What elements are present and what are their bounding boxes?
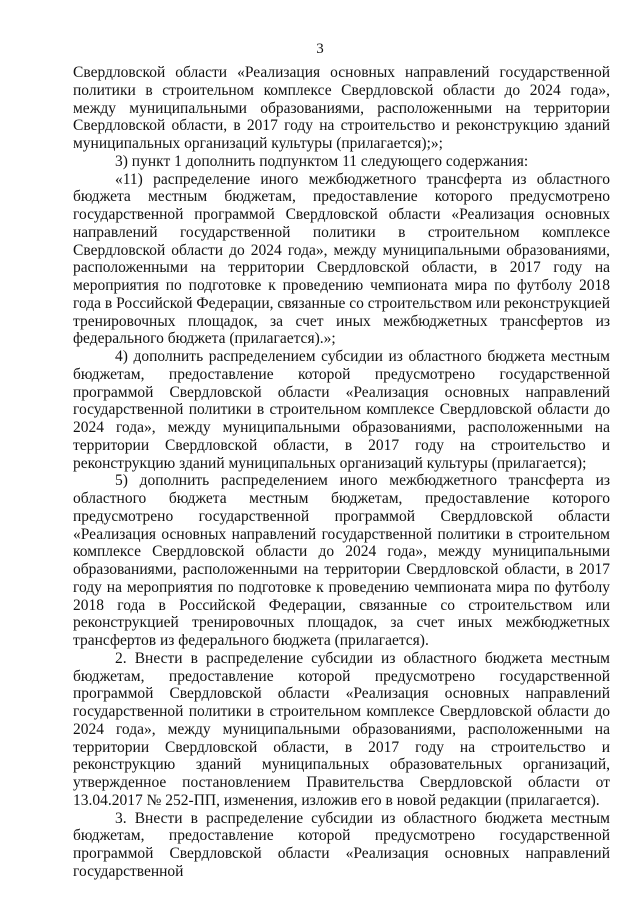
paragraph-subitem-11: «11) распределение иного межбюджетного трансферта из областного бюджета местным бюджетам, предоставление которого предусмотрено государственной программой Свердловской области «Реализация основных направлений государственной политики в строительном комплексе Свердловской области до 2024 года», между муниципальными образованиями, расположенными на территории Свердловской области, в 2017 году на мероприятия по подготовке к проведению чемпионата мира по футболу 2018 года в Российской Федерации, связанные со строительством или реконструкцией тренировочных площадок, за счет иных межбюджетных трансфертов из федерального бюджета (прилагается).»; <box>73 170 610 348</box>
paragraph-item-3: 3) пункт 1 дополнить подпунктом 11 следующего содержания: <box>115 152 529 170</box>
paragraph-continuation: Свердловской области «Реализация основных направлений государственной политики в строительном комплексе Свердловской области до 2024 года», между муниципальными образованиями, расположенными на территории Свердловской области, в 2017 году на строительство и реконструкцию зданий муниципальных организаций культуры (прилагается);»; <box>73 64 610 152</box>
paragraph-section-2: 2. Внести в распределение субсидии из областного бюджета местным бюджетам, предоставление которой предусмотрено государственной программой Свердловской области «Реализация основных направлений государственной политики в строительном комплексе Свердловской области до 2024 года», между муниципальными образованиями, расположенными на территории Свердловской области, в 2017 году на строительство и реконструкцию зданий муниципальных образовательных организаций, утвержденное постановлением Правительства Свердловской области от 13.04.2017 № 252-ПП, изменения, изложив его в новой редакции (прилагается). <box>73 649 610 809</box>
page-number: 3 <box>316 41 324 57</box>
paragraph-item-5: 5) дополнить распределением иного межбюджетного трансферта из областного бюджета местным бюджетам, предоставление которого предусмотрено государственной программой Свердловской области «Реализация основных направлений государственной политики в строительном комплексе Свердловской области до 2024 года», между муниципальными образованиями, расположенными на территории Свердловской области, в 2017 году на мероприятия по подготовке к проведению чемпионата мира по футболу 2018 года в Российской Федерации, связанные со строительством или реконструкцией тренировочных площадок, за счет иных межбюджетных трансфертов из федерального бюджета (прилагается). <box>73 472 610 649</box>
document-body <box>73 64 610 881</box>
paragraph-item-4: 4) дополнить распределением субсидии из областного бюджета местным бюджетам, предоставление которой предусмотрено государственной программой Свердловской области «Реализация основных направлений государственной политики в строительном комплексе Свердловской области до 2024 года», между муниципальными образованиями, расположенными на территории Свердловской области, в 2017 году на строительство и реконструкцию зданий муниципальных организаций культуры (прилагается); <box>73 348 610 472</box>
paragraph-section-3: 3. Внести в распределение субсидии из областного бюджета местным бюджетам, предоставление которой предусмотрено государственной программой Свердловской области «Реализация основных направлений государственной <box>73 809 610 880</box>
